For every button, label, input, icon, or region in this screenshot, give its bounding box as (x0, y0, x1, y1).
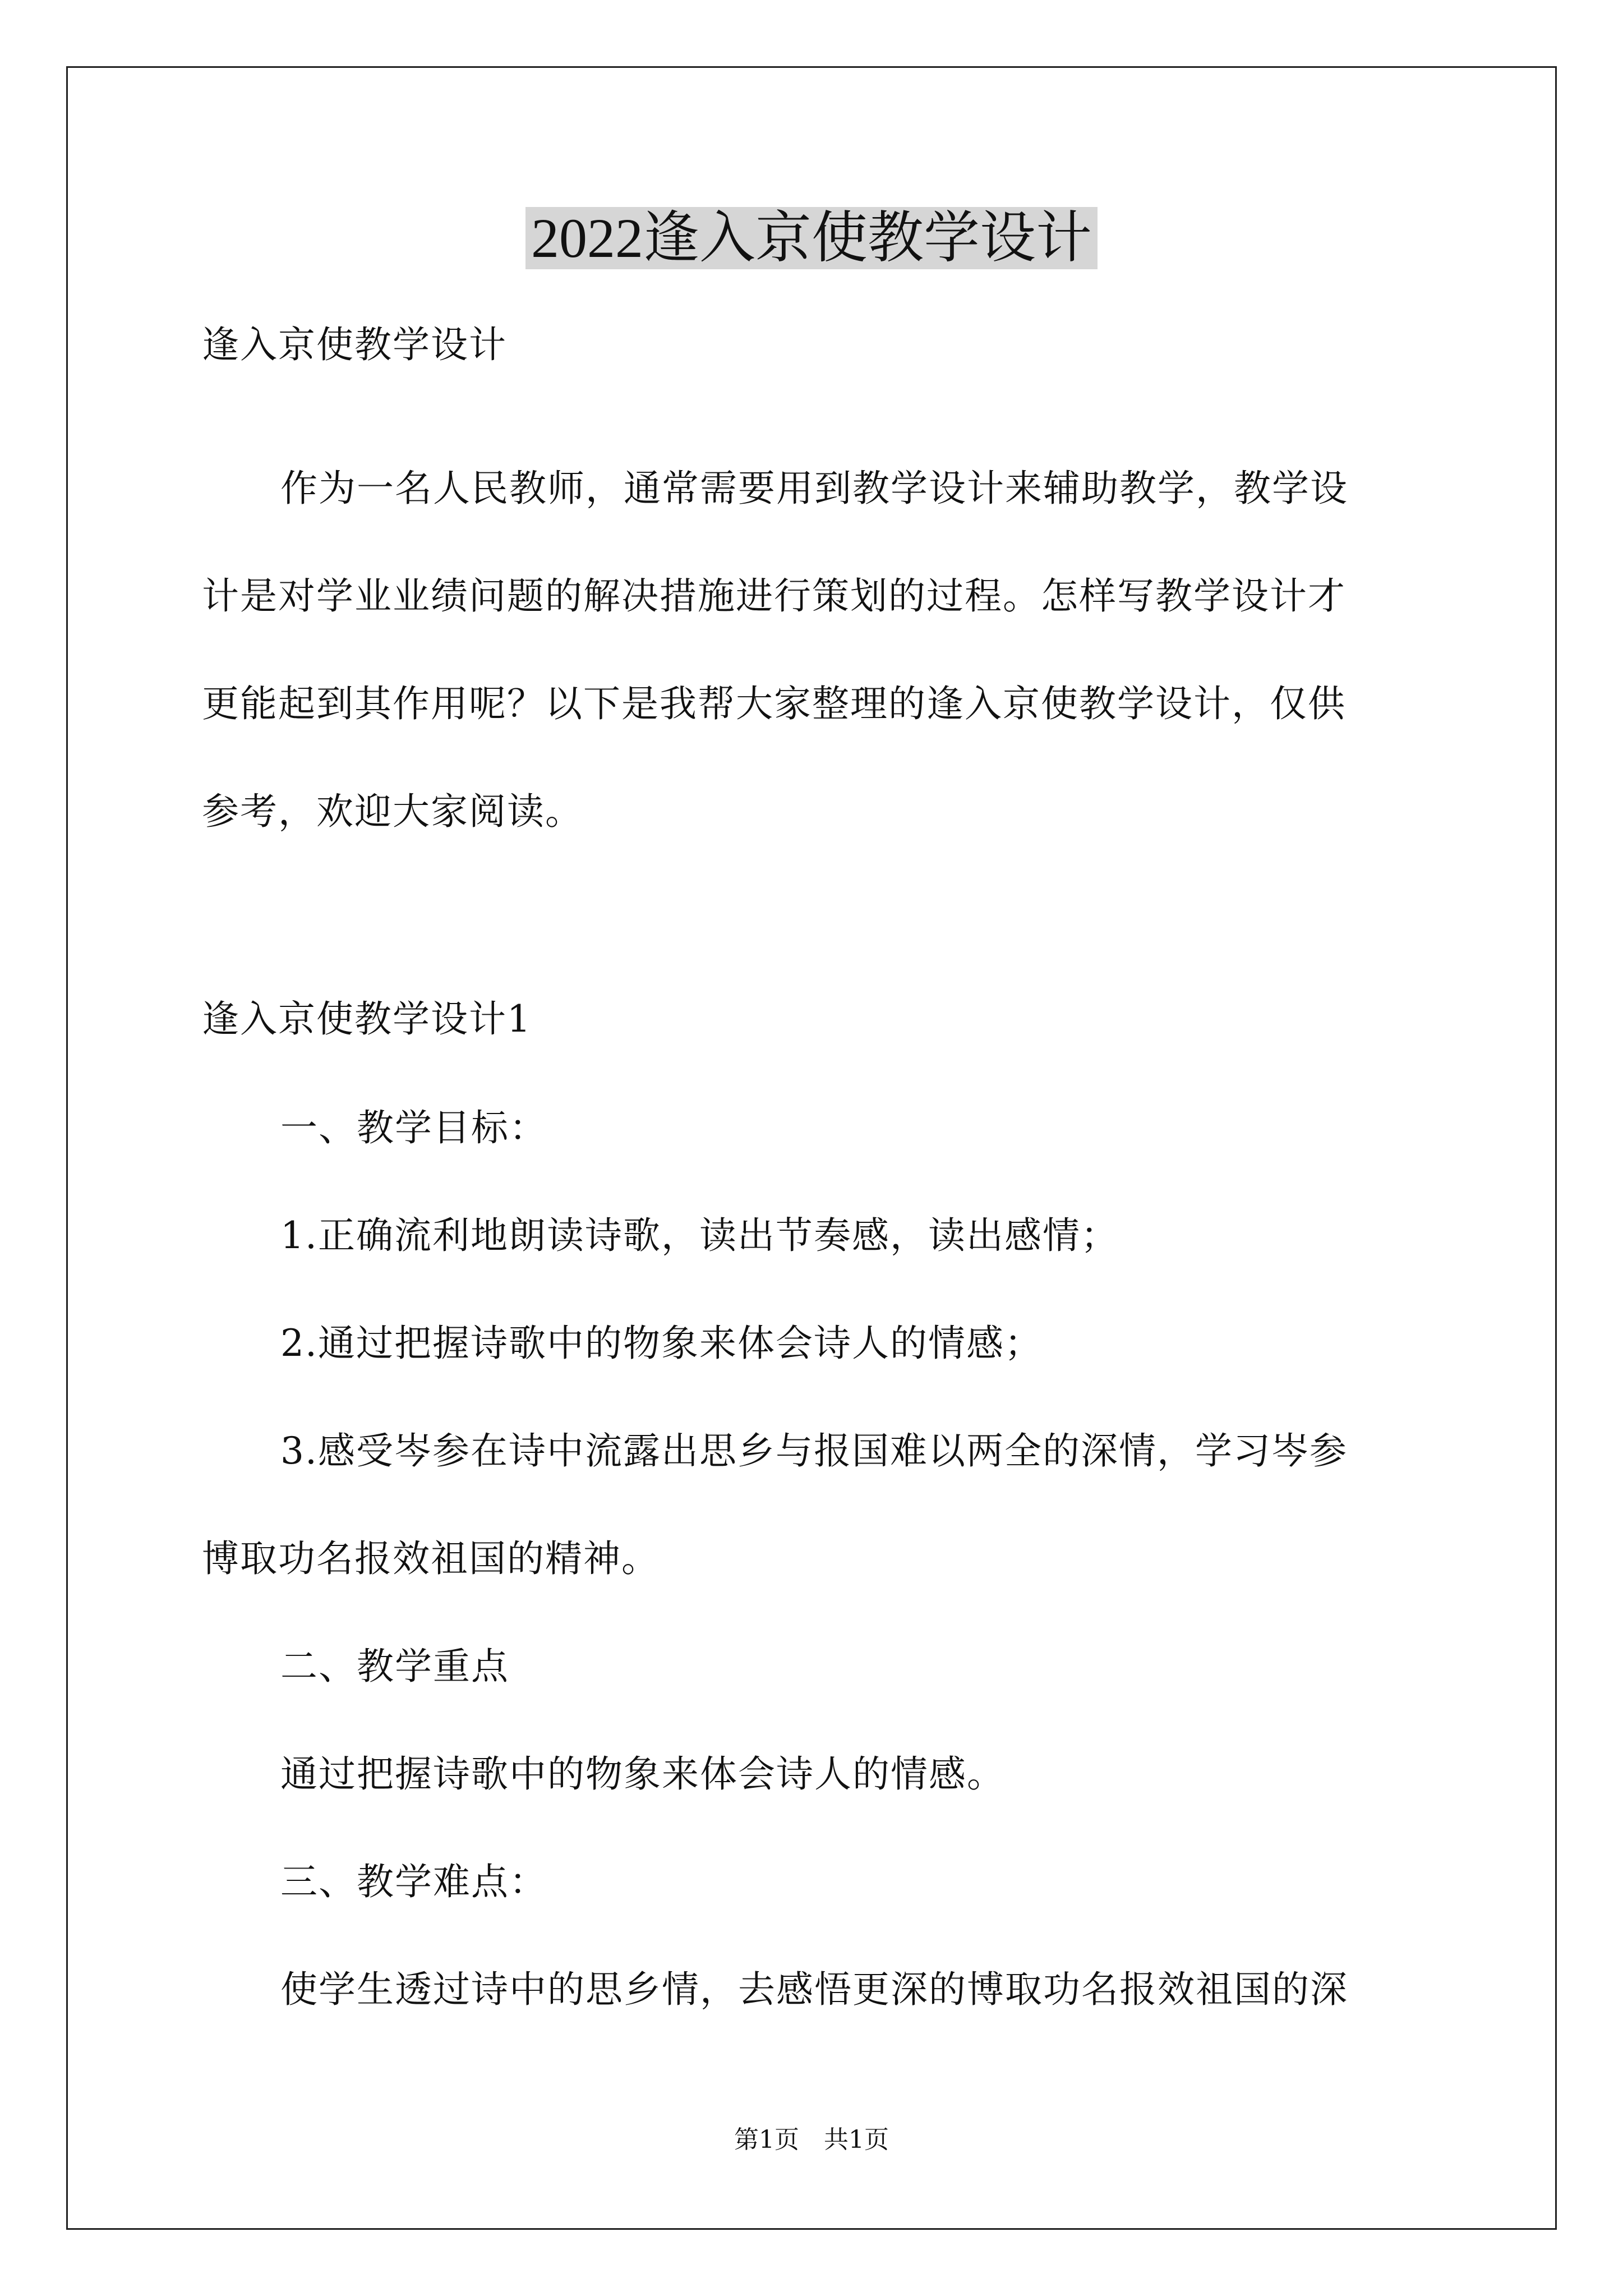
document-title-text: 2022逢入京使教学设计 (525, 207, 1098, 269)
paragraph-line: 计是对学业业绩问题的解决措施进行策划的过程。怎样写教学设计才 (202, 574, 1346, 618)
paragraph-line: 参考，欢迎大家阅读。 (202, 790, 583, 833)
paragraph-line: 通过把握诗歌中的物象来体会诗人的情感。 (280, 1752, 1005, 1796)
document-title (0, 202, 1623, 275)
paragraph-line: 更能起到其作用呢？以下是我帮大家整理的逢入京使教学设计，仅供 (202, 682, 1346, 725)
subtitle-line: 逢入京使教学设计 (202, 323, 507, 366)
page-footer: 第1页 共1页 (734, 2125, 889, 2154)
paragraph-line: 博取功名报效祖国的精神。 (202, 1537, 660, 1580)
paragraph-line: 使学生透过诗中的思乡情，去感悟更深的博取功名报效祖国的深 (280, 1968, 1348, 2011)
paragraph-line: 二、教学重点 (280, 1645, 509, 1688)
paragraph-line: 3.感受岑参在诗中流露出思乡与报国难以两全的深情，学习岑参 (280, 1429, 1348, 1473)
paragraph-line: 一、教学目标： (280, 1106, 547, 1149)
paragraph-line: 1.正确流利地朗读诗歌，读出节奏感，读出感情； (280, 1214, 1119, 1257)
paragraph-line: 三、教学难点： (280, 1860, 547, 1903)
paragraph-line: 作为一名人民教师，通常需要用到教学设计来辅助教学，教学设 (280, 467, 1348, 510)
paragraph-line: 2.通过把握诗歌中的物象来体会诗人的情感； (280, 1322, 1043, 1365)
section-heading: 逢入京使教学设计1 (202, 997, 532, 1041)
